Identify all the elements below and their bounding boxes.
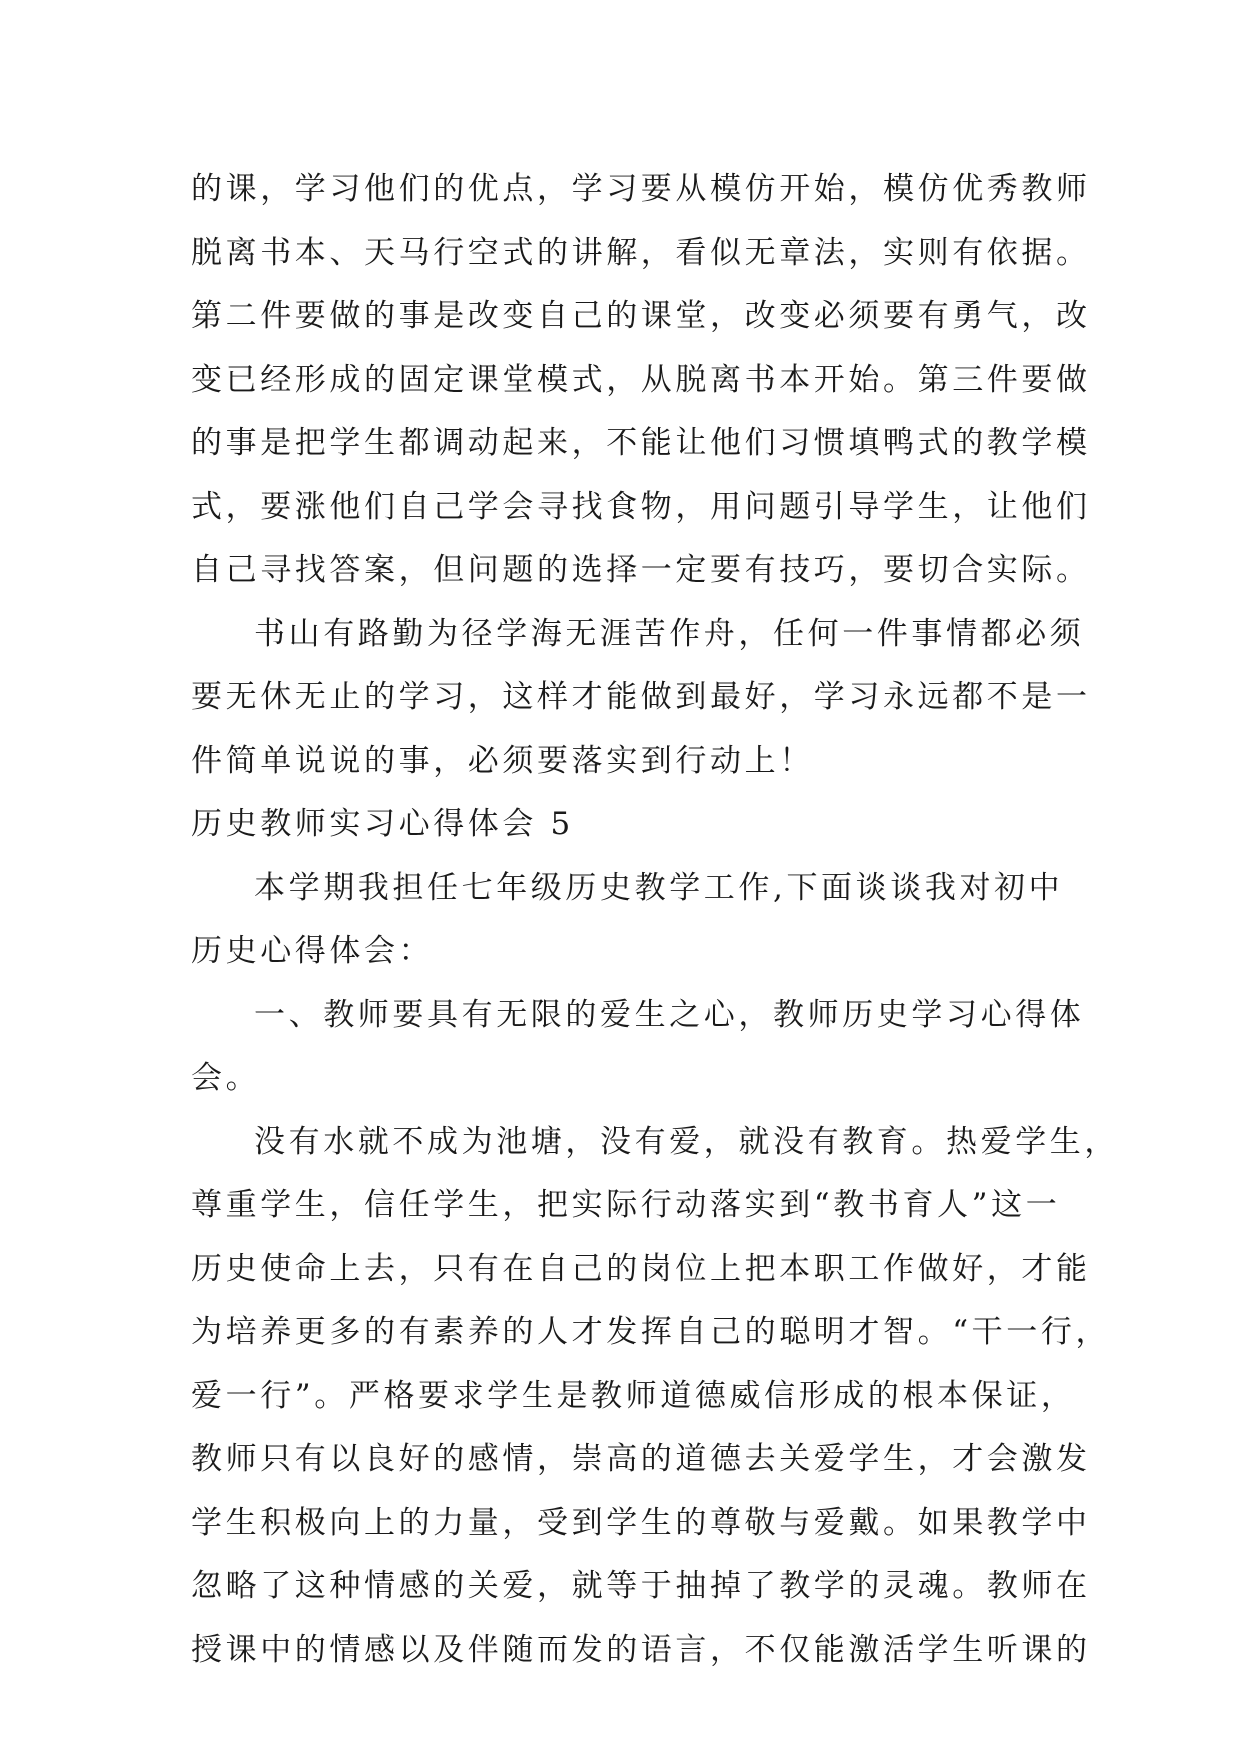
text-line: 书山有路勤为径学海无涯苦作舟，任何一件事情都必须 <box>254 615 1085 652</box>
text-line: 一、教师要具有无限的爱生之心，教师历史学习心得体 <box>254 996 1085 1033</box>
text-line: 的事是把学生都调动起来，不能让他们习惯填鸭式的教学模 <box>191 425 1091 461</box>
text-line: 的课，学习他们的优点，学习要从模仿开始，模仿优秀教师 <box>191 171 1091 207</box>
text-line: 爱一行”。严格要求学生是教师道德威信形成的根本保证， <box>191 1377 1076 1414</box>
document-body <box>191 158 1119 1682</box>
text-line: 学生积极向上的力量，受到学生的尊敬与爱戴。如果教学中 <box>191 1504 1091 1541</box>
text-line: 第二件要做的事是改变自己的课堂，改变必须要有勇气，改 <box>191 298 1091 334</box>
text-line: 本学期我担任七年级历史教学工作,下面谈谈我对初中 <box>254 869 1064 906</box>
text-line: 尊重学生，信任学生，把实际行动落实到“教书育人”这一 <box>191 1187 1061 1223</box>
text-line: 变已经形成的固定课堂模式，从脱离书本开始。第三件要做 <box>191 361 1091 398</box>
text-line: 要无休无止的学习，这样才能做到最好，学习永远都不是一 <box>191 679 1091 715</box>
text-line: 没有水就不成为池塘，没有爱，就没有教育。热爱学生， <box>254 1123 1119 1160</box>
text-line: 自己寻找答案，但问题的选择一定要有技巧，要切合实际。 <box>191 552 1091 588</box>
text-line: 教师只有以良好的感情，崇高的道德去关爱学生，才会激发 <box>191 1441 1091 1477</box>
text-line: 历史教师实习心得体会 5 <box>191 806 574 842</box>
text-line: 式，要涨他们自己学会寻找食物，用问题引导学生，让他们 <box>191 488 1091 525</box>
text-line: 忽略了这种情感的关爱，就等于抽掉了教学的灵魂。教师在 <box>191 1568 1091 1604</box>
text-line: 件简单说说的事，必须要落实到行动上！ <box>191 742 814 779</box>
text-line: 历史心得体会： <box>191 933 434 969</box>
text-line: 授课中的情感以及伴随而发的语言，不仅能激活学生听课的 <box>191 1631 1091 1668</box>
text-line: 脱离书本、天马行空式的讲解，看似无章法，实则有依据。 <box>191 234 1091 271</box>
text-line: 会。 <box>191 1060 261 1096</box>
text-line: 为培养更多的有素养的人才发挥自己的聪明才智。“干一行， <box>191 1314 1111 1350</box>
text-line: 历史使命上去，只有在自己的岗位上把本职工作做好，才能 <box>191 1250 1091 1287</box>
